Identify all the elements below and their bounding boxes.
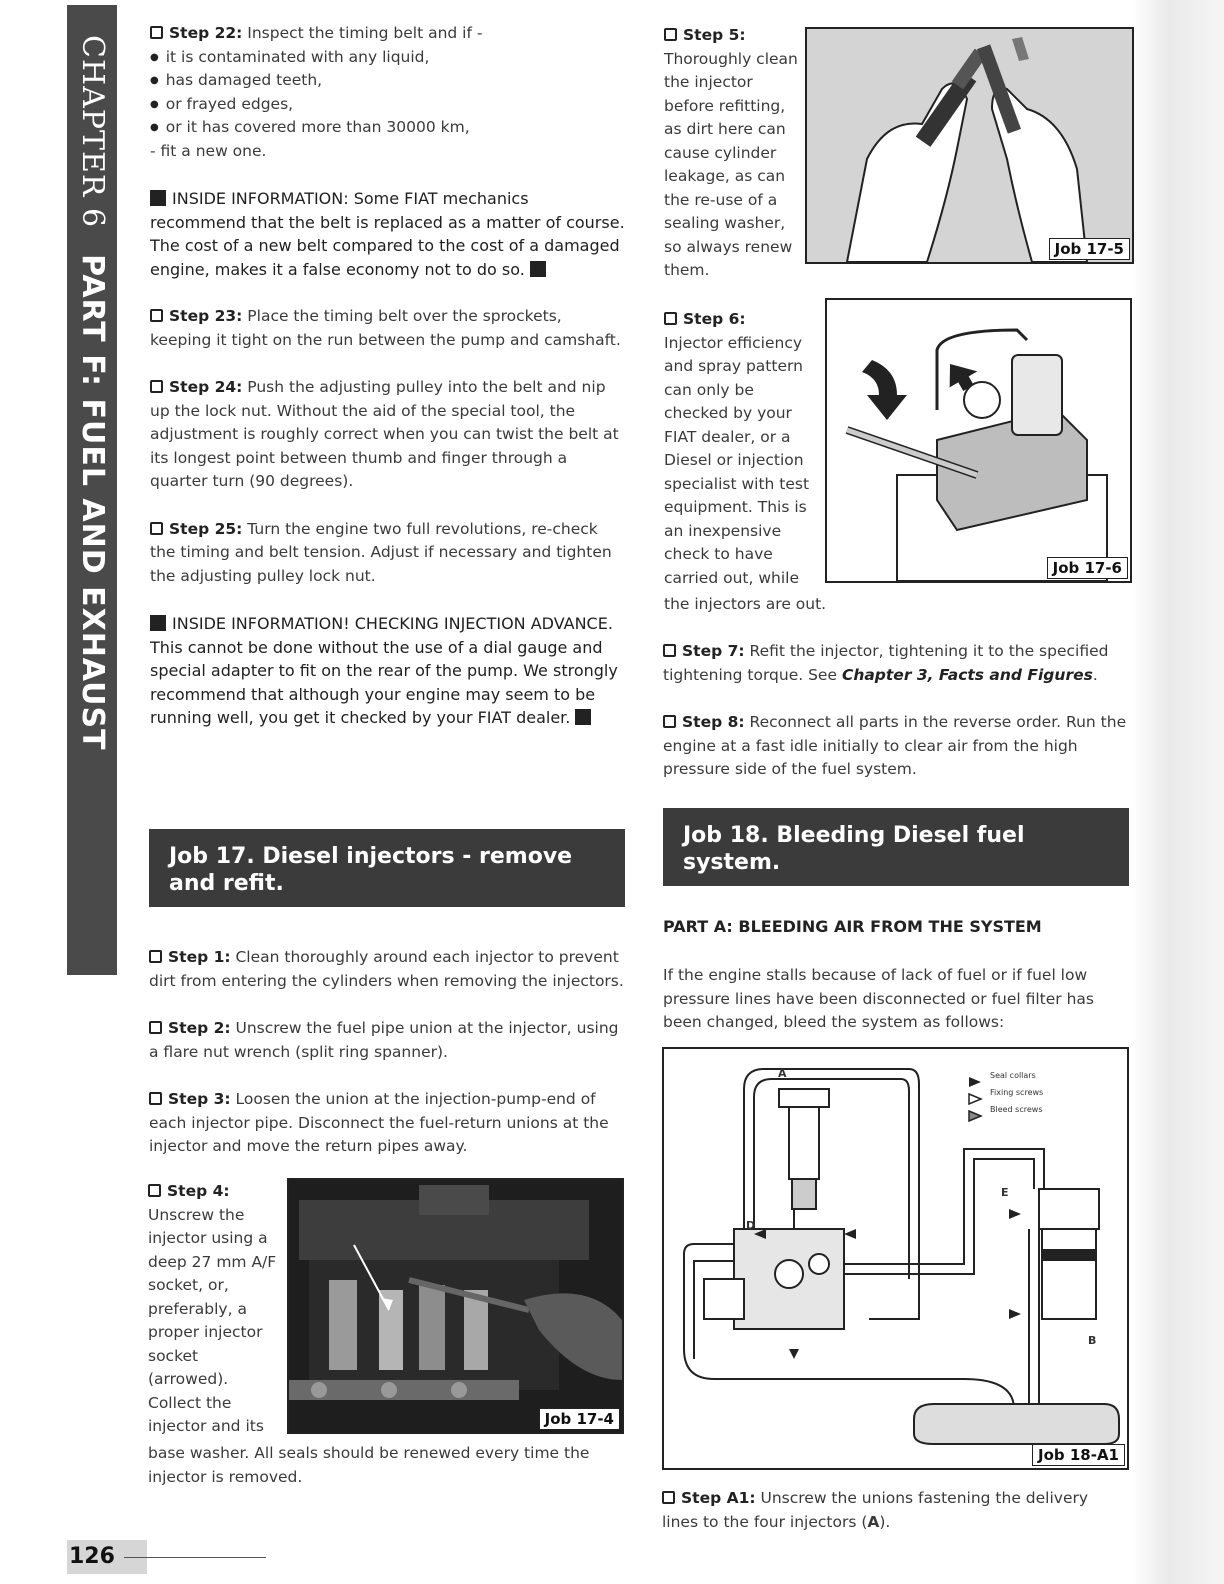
page-edge-shadow xyxy=(1132,0,1224,1584)
checkbox-icon xyxy=(150,522,163,535)
chapter-sidebar xyxy=(67,5,117,975)
legend-bleed-screws: Bleed screws xyxy=(990,1105,1043,1114)
label-a: A xyxy=(778,1067,787,1080)
page-footer-line xyxy=(124,1557,266,1558)
checkbox-icon xyxy=(149,950,162,963)
left-column xyxy=(150,22,625,746)
figure-label: Job 18-A1 xyxy=(1032,1444,1125,1466)
inside-info-icon xyxy=(150,190,166,206)
figure-job-17-6 xyxy=(825,298,1132,583)
inside-info-icon xyxy=(150,615,166,631)
right-steps xyxy=(663,640,1128,782)
step-22-bullets xyxy=(150,46,625,140)
checkbox-icon xyxy=(149,1092,162,1105)
step-8: Step 8: Reconnect all parts in the reverse order. Run the engine at a fast idle initially to clear air from the high pressure side of the fuel system. xyxy=(663,713,1127,778)
step-2: Step 2: Unscrew the fuel pipe union at the injector, using a flare nut wrench (split ring spanner). xyxy=(149,1019,619,1061)
figure-label: Job 17-6 xyxy=(1047,557,1128,579)
step-1: Step 1: Clean thoroughly around each injector to prevent dirt from entering the cylinders when removing the injectors. xyxy=(149,948,624,990)
step-4-tail: base washer. All seals should be renewed every time the injector is removed. xyxy=(148,1444,590,1486)
step-6-text: Injector efficiency and spray pattern can only be checked by your FIAT dealer, or a Diesel or injection specialist with test equipment. This is an inexpensive check to have carried out, while xyxy=(664,333,810,587)
job-17-steps xyxy=(149,946,625,1159)
list-item: ● or it has covered more than 30000 km, xyxy=(150,116,625,140)
checkbox-icon xyxy=(664,312,677,325)
step-23: Step 23: Place the timing belt over the sprockets, keeping it tight on the run between the pump and camshaft. xyxy=(150,307,621,349)
engine-photo-illustration xyxy=(289,1180,622,1432)
part-a-heading: PART A: BLEEDING AIR FROM THE SYSTEM xyxy=(663,917,1042,936)
label-b: B xyxy=(1088,1334,1097,1347)
step-22: Step 22: Inspect the timing belt and if - xyxy=(150,22,625,46)
figure-job-17-5 xyxy=(805,27,1134,264)
checkbox-icon xyxy=(150,309,163,322)
step-22-tail: - fit a new one. xyxy=(150,141,267,160)
step-5-text: Thoroughly clean the injector before refitting, as dirt here can cause cylinder leakage, as can the re-use of a sealing washer, so always renew them. xyxy=(664,49,798,279)
list-item: ● it is contaminated with any liquid, xyxy=(150,46,625,70)
step-5: Step 5: Thoroughly clean the injector before refitting, as dirt here can cause cylinder leakage, as can the re-use of a sealing washer, so always renew them. xyxy=(664,24,804,283)
checkbox-icon xyxy=(150,380,163,393)
label-d: D xyxy=(746,1219,756,1232)
job-17-heading: Job 17. Diesel injectors - remove and refit. xyxy=(149,829,625,907)
inside-info-end-icon xyxy=(575,709,591,725)
part-label: PART F: FUEL AND EXHAUST xyxy=(75,254,110,751)
step-a1: Step A1: Unscrew the unions fastening the delivery lines to the four injectors (A). xyxy=(662,1489,1089,1531)
step-4: Step 4: Unscrew the injector using a deep 27 mm A/F socket, or, preferably, a proper injector socket (arrowed). Collect the injector and its xyxy=(148,1180,278,1439)
injector-tester-illustration xyxy=(827,300,1130,581)
figure-job-18-a1 xyxy=(662,1047,1129,1470)
inside-information-2: INSIDE INFORMATION! CHECKING INJECTION ADVANCE. This cannot be done without the use of a dial gauge and special adapter to fit on the rear of the pump. We strongly recommend that although your engine may seem to be running well, you get it checked by your FIAT dealer. xyxy=(150,614,618,727)
checkbox-icon xyxy=(662,1491,675,1504)
inside-info-end-icon xyxy=(530,261,546,277)
step-6-tail: the injectors are out. xyxy=(664,595,827,613)
checkbox-icon xyxy=(149,1021,162,1034)
step-3: Step 3: Loosen the union at the injection-pump-end of each injector pipe. Disconnect the fuel-return unions at the injector and move the return pipes away. xyxy=(149,1090,609,1155)
job-18-heading: Job 18. Bleeding Diesel fuel system. xyxy=(663,808,1129,886)
step-6: Step 6: Injector efficiency and spray pattern can only be checked by your FIAT dealer, or a Diesel or injection specialist with test equipment. This is an inexpensive check to have carried out, while xyxy=(664,308,826,590)
step-7: Step 7: Refit the injector, tightening it to the specified tightening torque. See Chapter 3, Facts and Figures. xyxy=(663,642,1109,684)
checkbox-icon xyxy=(663,644,676,657)
checkbox-icon xyxy=(148,1184,161,1197)
checkbox-icon xyxy=(664,28,677,41)
figure-label: Job 17-4 xyxy=(539,1408,620,1430)
step-25: Step 25: Turn the engine two full revolutions, re-check the timing and belt tension. Adjust if necessary and tighten the adjusting pulley lock nut. xyxy=(150,519,612,585)
step-24: Step 24: Push the adjusting pulley into the belt and nip up the lock nut. Without the aid of the special tool, the adjustment is roughly correct when you can twist the belt at its longest point between thumb and finger through a quarter turn (90 degrees). xyxy=(150,378,619,490)
fuel-system-diagram xyxy=(664,1049,1127,1468)
label-e: E xyxy=(1001,1186,1009,1199)
part-a-section xyxy=(663,917,1128,1035)
checkbox-icon xyxy=(663,715,676,728)
figure-job-17-4 xyxy=(287,1178,624,1434)
hands-cleaning-injector-illustration xyxy=(807,29,1132,262)
list-item: ● has damaged teeth, xyxy=(150,69,625,93)
inside-information-1: INSIDE INFORMATION: Some FIAT mechanics recommend that the belt is replaced as a matter of course. The cost of a new belt compared to the cost of a damaged engine, makes it a false economy not to do so. xyxy=(150,189,625,279)
sidebar-title xyxy=(74,35,110,751)
chapter-label: CHAPTER 6 xyxy=(75,35,110,229)
legend-seal-collars: Seal collars xyxy=(990,1071,1036,1080)
legend-fixing-screws: Fixing screws xyxy=(990,1088,1044,1097)
part-a-intro: If the engine stalls because of lack of fuel or if fuel low pressure lines have been disconnected or fuel filter has been changed, bleed the system as follows: xyxy=(663,966,1094,1031)
figure-label: Job 17-5 xyxy=(1049,238,1130,260)
list-item: ● or frayed edges, xyxy=(150,93,625,117)
checkbox-icon xyxy=(150,26,163,39)
step-4-text: Unscrew the injector using a deep 27 mm A/F socket, or, preferably, a proper injector socket (arrowed). Collect the injector and its xyxy=(148,1205,277,1435)
page-number: 126 xyxy=(67,1540,147,1574)
